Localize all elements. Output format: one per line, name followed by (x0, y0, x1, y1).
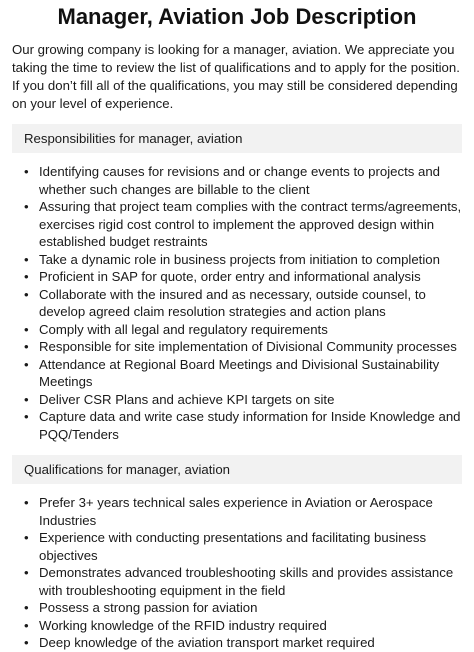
list-item: • Take a dynamic role in business projects from initiation to completion (12, 251, 462, 269)
intro-paragraph: Our growing company is looking for a manager, aviation. We appreciate you taking the time to review the list of qualifications and to apply for the position. If you don’t fill all of the qualifications, you may still be considered depending on your level of experience. (12, 42, 460, 111)
list-item: • Comply with all legal and regulatory requirements (12, 321, 462, 339)
list-item: • Identifying causes for revisions and or change events to projects and whether such changes are billable to the client (12, 163, 462, 198)
page-title: Manager, Aviation Job Description (57, 4, 417, 29)
list-item: • Assuring that project team complies with the contract terms/agreements, exercises rigid cost control to implement the approved design within established budget restraints (12, 198, 462, 251)
responsibilities-list (12, 163, 462, 443)
qualifications-heading: Qualifications for manager, aviation (12, 455, 462, 484)
list-item: • Deep knowledge of the aviation transport market required (12, 634, 462, 652)
list-item: • Responsible for site implementation of Divisional Community processes (12, 338, 462, 356)
list-item: • Experience with conducting presentations and facilitating business objectives (12, 529, 462, 564)
list-item: • Deliver CSR Plans and achieve KPI targets on site (12, 391, 462, 409)
list-item: • Demonstrates advanced troubleshooting skills and provides assistance with troubleshooting equipment in the field (12, 564, 462, 599)
list-item: • Prefer 3+ years technical sales experience in Aviation or Aerospace Industries (12, 494, 462, 529)
list-item: • Collaborate with the insured and as necessary, outside counsel, to develop agreed claim resolution strategies and action plans (12, 286, 462, 321)
list-item: • Working knowledge of the RFID industry required (12, 617, 462, 635)
list-item: • Capture data and write case study information for Inside Knowledge and PQQ/Tenders (12, 408, 462, 443)
list-item: • Possess a strong passion for aviation (12, 599, 462, 617)
list-item: • Proficient in SAP for quote, order entry and informational analysis (12, 268, 462, 286)
list-item: • Attendance at Regional Board Meetings and Divisional Sustainability Meetings (12, 356, 462, 391)
qualifications-list (12, 494, 462, 652)
responsibilities-heading: Responsibilities for manager, aviation (12, 124, 462, 153)
